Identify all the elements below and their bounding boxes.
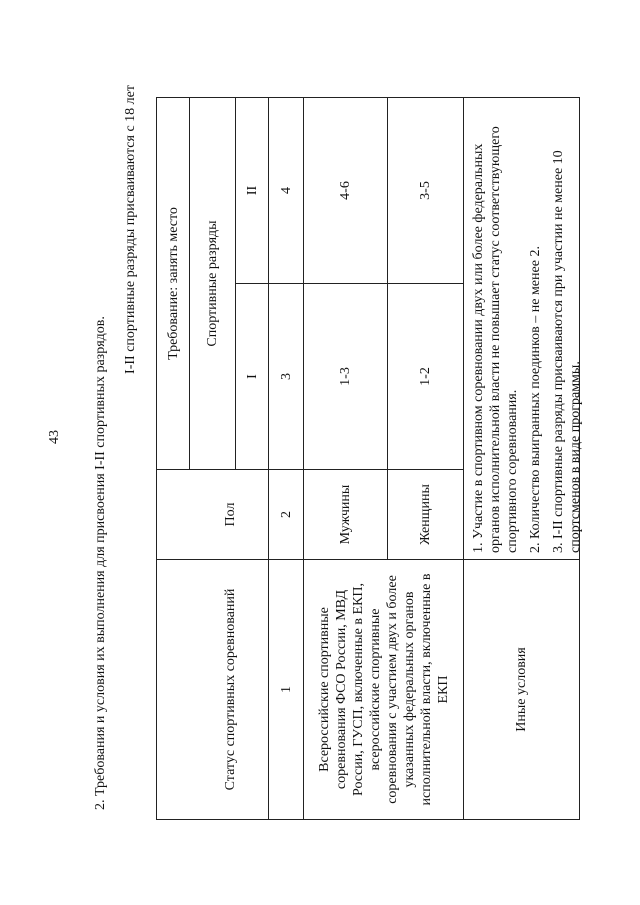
header-status: Статус спортивных соревнований <box>156 560 303 820</box>
column-number-2: 2 <box>268 470 303 560</box>
header-rank-2: II <box>235 97 268 284</box>
column-number-4: 4 <box>268 97 303 284</box>
women-rank-1-place: 1-2 <box>387 284 463 470</box>
other-conditions-label: Иные условия <box>463 560 580 820</box>
header-ranks: Спортивные разряды <box>189 97 235 470</box>
header-rank-1: I <box>235 284 268 470</box>
condition-1: 1. Участие в спортивном соревновании двух или более федеральных органов исполнительной власти не повышает статус соответствующего спортивного соревнования. <box>471 126 520 553</box>
condition-2: 2. Количество выигранных поединков – не менее 2. <box>528 246 543 553</box>
women-rank-2-place: 3-5 <box>387 97 463 284</box>
header-requirement: Требование: занять место <box>156 97 189 470</box>
condition-3: 3. I-II спортивные разряды присваиваются при участии не менее 10 спортсменов в виде программы. <box>551 150 583 553</box>
column-number-1: 1 <box>268 560 303 820</box>
gender-men: Мужчины <box>303 470 387 560</box>
table-caption: I-II спортивные разряды присваиваются с 18 лет <box>123 85 138 374</box>
men-rank-1-place: 1-3 <box>303 284 387 470</box>
men-rank-2-place: 4-6 <box>303 97 387 284</box>
competition-status-cell: Всероссийские спортивные соревнования ФСО России, МВД России, ГУСП, включенные в ЕКП, всероссийские спортивные соревнования с участием двух и более указанных федеральных органов исполнительной власти, включенные в ЕКП <box>303 560 463 820</box>
section-heading: 2. Требования и условия их выполнения для присвоения I-II спортивных разрядов. <box>93 316 108 810</box>
other-conditions-cell <box>463 97 583 560</box>
column-number-3: 3 <box>268 284 303 470</box>
requirements-table <box>156 97 583 820</box>
page-number: 43 <box>47 430 62 444</box>
gender-women: Женщины <box>387 470 463 560</box>
header-gender: Пол <box>156 470 303 560</box>
